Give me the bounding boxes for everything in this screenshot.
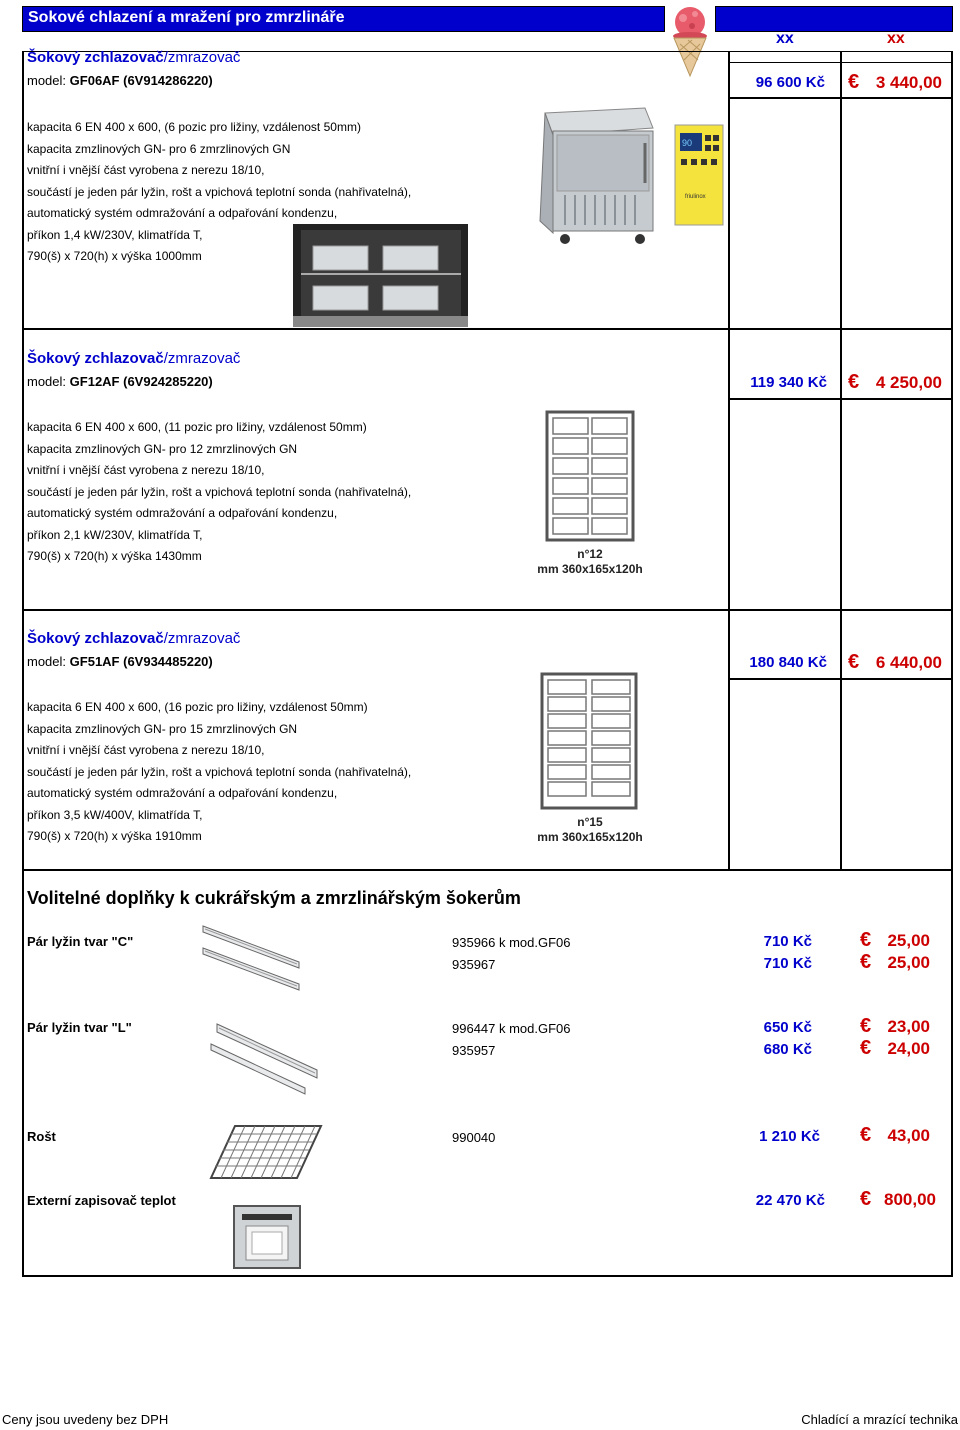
product-2-price-eur: 4 250,00 bbox=[875, 373, 942, 392]
product-1-model: model: GF06AF (6V914286220) bbox=[27, 73, 213, 88]
product-1-price-eur: 3 440,00 bbox=[875, 73, 942, 92]
accessory-code: 935967 bbox=[452, 957, 496, 972]
rail-c-image bbox=[195, 918, 310, 998]
accessory-price-eur: 24,00 bbox=[887, 1039, 930, 1058]
euro-sign: € bbox=[860, 951, 872, 973]
accessory-price-eur: 800,00 bbox=[884, 1190, 936, 1209]
accessory-price-czk: 650 Kč bbox=[763, 1019, 812, 1036]
accessory-price-czk: 710 Kč bbox=[763, 955, 812, 972]
accessory-price-eur: 43,00 bbox=[887, 1126, 930, 1145]
accessory-price-czk: 680 Kč bbox=[763, 1041, 812, 1058]
accessory-name: Pár lyžin tvar "L" bbox=[27, 1020, 132, 1035]
svg-text:90: 90 bbox=[682, 138, 693, 148]
product-2-description: kapacita 6 EN 400 x 600, (11 pozic pro ližiny, vzdálenost 50mm) kapacita zmzlinových GN- pro 12 zmrzlinových GN vnitřní i vnější část vyrobena z nerezu 18/10, součástí je jeden pár lyžin, rošt a vpichová teplotní sonda (nahřivatelná), automatický systém odmražování a odpařování kondenzu, příkon 2,1 kW/230V, klimatřída T, 790(š) x 720(h) x výška 1430mm bbox=[27, 420, 412, 563]
euro-sign: € bbox=[848, 71, 860, 93]
title-bar-right bbox=[715, 6, 953, 32]
product-2-name: Šokový zchlazovač/zmrazovač bbox=[27, 350, 241, 367]
accessory-price-eur: 25,00 bbox=[887, 931, 930, 950]
product-1-price-czk: 96 600 Kč bbox=[755, 74, 825, 91]
column-header-czk: xx bbox=[776, 30, 794, 47]
accessory-price-eur: 25,00 bbox=[887, 953, 930, 972]
title-bar bbox=[22, 6, 665, 32]
accessories-title: Volitelné doplňky k cukrářským a zmrzlinářským šokerům bbox=[27, 888, 521, 908]
euro-sign: € bbox=[860, 1188, 872, 1210]
gn-rack-15-label: n°15 mm 360x165x120h bbox=[537, 815, 643, 844]
gn-rack-15-image bbox=[540, 672, 638, 810]
temperature-recorder-image bbox=[232, 1204, 302, 1270]
gn-pans-image bbox=[293, 224, 468, 327]
product-2-price-czk: 119 340 Kč bbox=[750, 374, 827, 391]
euro-sign: € bbox=[860, 1015, 872, 1037]
blast-chiller-image bbox=[535, 103, 725, 253]
accessory-code: 990040 bbox=[452, 1130, 496, 1145]
product-3-price-eur: 6 440,00 bbox=[875, 653, 942, 672]
product-1-name: Šokový zchlazovač/zmrazovač bbox=[27, 49, 241, 66]
footer-left: Ceny jsou uvedeny bez DPH bbox=[2, 1412, 169, 1427]
ice-cream-logo-icon bbox=[668, 4, 712, 78]
gn-rack-12-image bbox=[545, 410, 635, 542]
gn-rack-12-label: n°12 mm 360x165x120h bbox=[537, 547, 643, 576]
accessory-price-czk: 1 210 Kč bbox=[759, 1128, 820, 1145]
column-header-eur: xx bbox=[887, 30, 905, 47]
svg-text:friulinox: friulinox bbox=[685, 194, 706, 200]
product-3-price-czk: 180 840 Kč bbox=[749, 654, 827, 671]
accessory-price-czk: 22 470 Kč bbox=[755, 1192, 825, 1209]
euro-sign: € bbox=[860, 929, 872, 951]
product-3-model: model: GF51AF (6V934485220) bbox=[27, 654, 213, 669]
euro-sign: € bbox=[860, 1124, 872, 1146]
accessory-name: Pár lyžin tvar "C" bbox=[27, 934, 134, 949]
accessory-price-czk: 710 Kč bbox=[763, 933, 812, 950]
accessory-code: 996447 k mod.GF06 bbox=[452, 1021, 571, 1036]
product-3-description: kapacita 6 EN 400 x 600, (16 pozic pro ližiny, vzdálenost 50mm) kapacita zmzlinových GN- pro 15 zmrzlinových GN vnitřní i vnější část vyrobena z nerezu 18/10, součástí je jeden pár lyžin, rošt a vpichová teplotní sonda (nahřivatelná), automatický systém odmražování a odpařování kondenzu, příkon 3,5 kW/400V, klimatřída T, 790(š) x 720(h) x výška 1910mm bbox=[27, 700, 412, 843]
euro-sign: € bbox=[860, 1037, 872, 1059]
product-3-name: Šokový zchlazovač/zmrazovač bbox=[27, 630, 241, 647]
page-title: Sokové chlazení a mražení pro zmrzlináře bbox=[28, 9, 345, 26]
accessory-code: 935966 k mod.GF06 bbox=[452, 935, 571, 950]
accessory-price-eur: 23,00 bbox=[887, 1017, 930, 1036]
euro-sign: € bbox=[848, 371, 860, 393]
product-1-description: kapacita 6 EN 400 x 600, (6 pozic pro ližiny, vzdálenost 50mm) kapacita zmzlinových GN- pro 6 zmrzlinových GN vnitřní i vnější část vyrobena z nerezu 18/10, součástí je jeden pár lyžin, rošt a vpichová teplotní sonda (nahřivatelná), automatický systém odmražování a odpařování kondenzu, příkon 1,4 kW/230V, klimatřída T, 790(š) x 720(h) x výška 1000mm bbox=[27, 120, 412, 263]
footer-right: Chladící a mrazící technika bbox=[801, 1412, 958, 1427]
accessory-name: Externí zapisovač teplot bbox=[27, 1193, 176, 1208]
product-2-model: model: GF12AF (6V924285220) bbox=[27, 374, 213, 389]
accessory-code: 935957 bbox=[452, 1043, 496, 1058]
rail-l-image bbox=[205, 1010, 325, 1095]
grid-rack-image bbox=[205, 1122, 325, 1182]
accessory-name: Rošt bbox=[27, 1129, 56, 1144]
euro-sign: € bbox=[848, 651, 860, 673]
